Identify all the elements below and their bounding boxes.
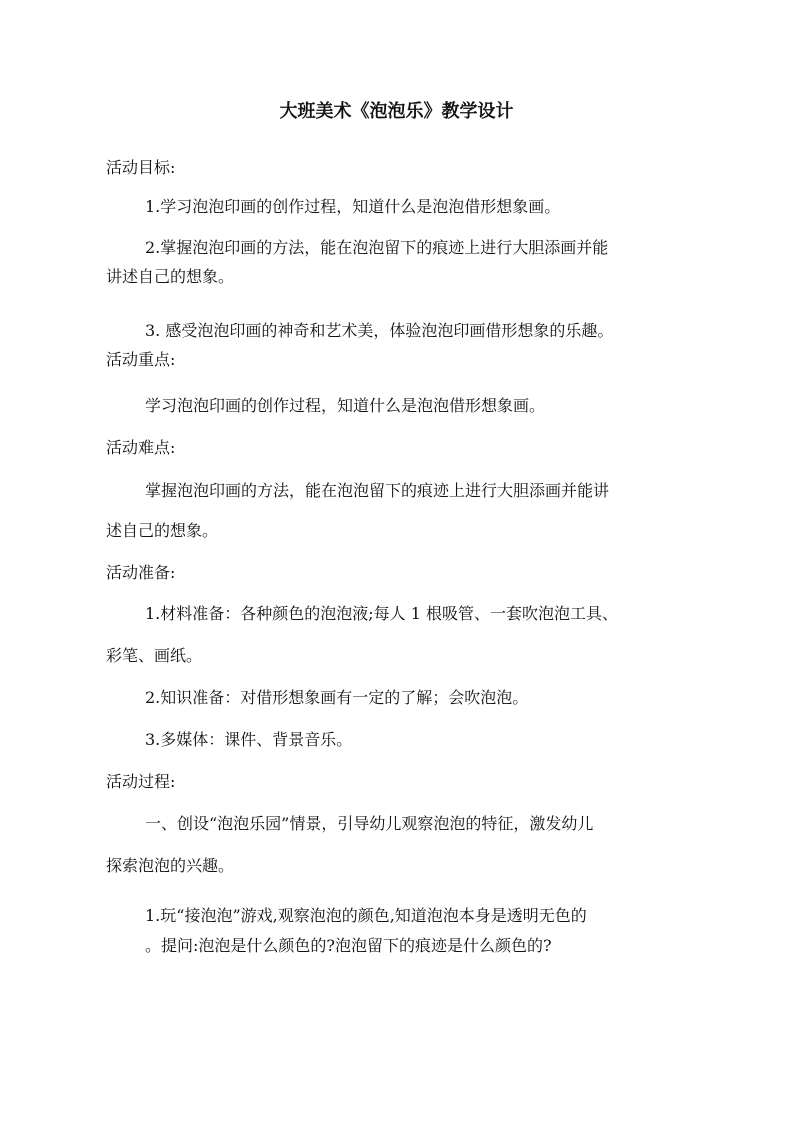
key-point-heading: 活动重点: bbox=[106, 350, 176, 369]
goals-heading: 活动目标: bbox=[106, 158, 176, 177]
process-heading: 活动过程: bbox=[106, 772, 176, 791]
key-point-text: 学习泡泡印画的创作过程，知道什么是泡泡借形想象画。 bbox=[145, 396, 546, 415]
process-1a-line-2: 。提问:泡泡是什么颜色的?泡泡留下的痕迹是什么颜色的? bbox=[145, 936, 552, 955]
process-1-line-2: 探索泡泡的兴趣。 bbox=[106, 856, 235, 875]
goal-2-line-1: 2.掌握泡泡印画的方法，能在泡泡留下的痕迹上进行大胆添画并能 bbox=[145, 238, 609, 257]
goal-3: 3. 感受泡泡印画的神奇和艺术美，体验泡泡印画借形想象的乐趣。 bbox=[145, 321, 614, 340]
prep-2: 2.知识准备：对借形想象画有一定的了解；会吹泡泡。 bbox=[145, 688, 529, 707]
document-title: 大班美术《泡泡乐》教学设计 bbox=[279, 101, 514, 122]
prep-1-line-1: 1.材料准备：各种颜色的泡泡液;每人 1 根吸管、一套吹泡泡工具、 bbox=[145, 604, 619, 623]
goal-1: 1.学习泡泡印画的创作过程，知道什么是泡泡借形想象画。 bbox=[145, 197, 561, 216]
prep-heading: 活动准备: bbox=[106, 563, 176, 582]
prep-3: 3.多媒体：课件、背景音乐。 bbox=[145, 730, 353, 749]
prep-1-line-2: 彩笔、画纸。 bbox=[106, 646, 203, 665]
goal-2-line-2: 讲述自己的想象。 bbox=[106, 267, 235, 286]
difficulty-heading: 活动难点: bbox=[106, 438, 176, 457]
process-1-line-1: 一、创设“泡泡乐园”情景，引导幼儿观察泡泡的特征，激发幼儿 bbox=[145, 814, 594, 833]
process-1a-line-1: 1.玩“接泡泡”游戏,观察泡泡的颜色,知道泡泡本身是透明无色的 bbox=[145, 906, 587, 925]
difficulty-line-1: 掌握泡泡印画的方法，能在泡泡留下的痕迹上进行大胆添画并能讲 bbox=[145, 481, 610, 500]
difficulty-line-2: 述自己的想象。 bbox=[106, 521, 219, 540]
